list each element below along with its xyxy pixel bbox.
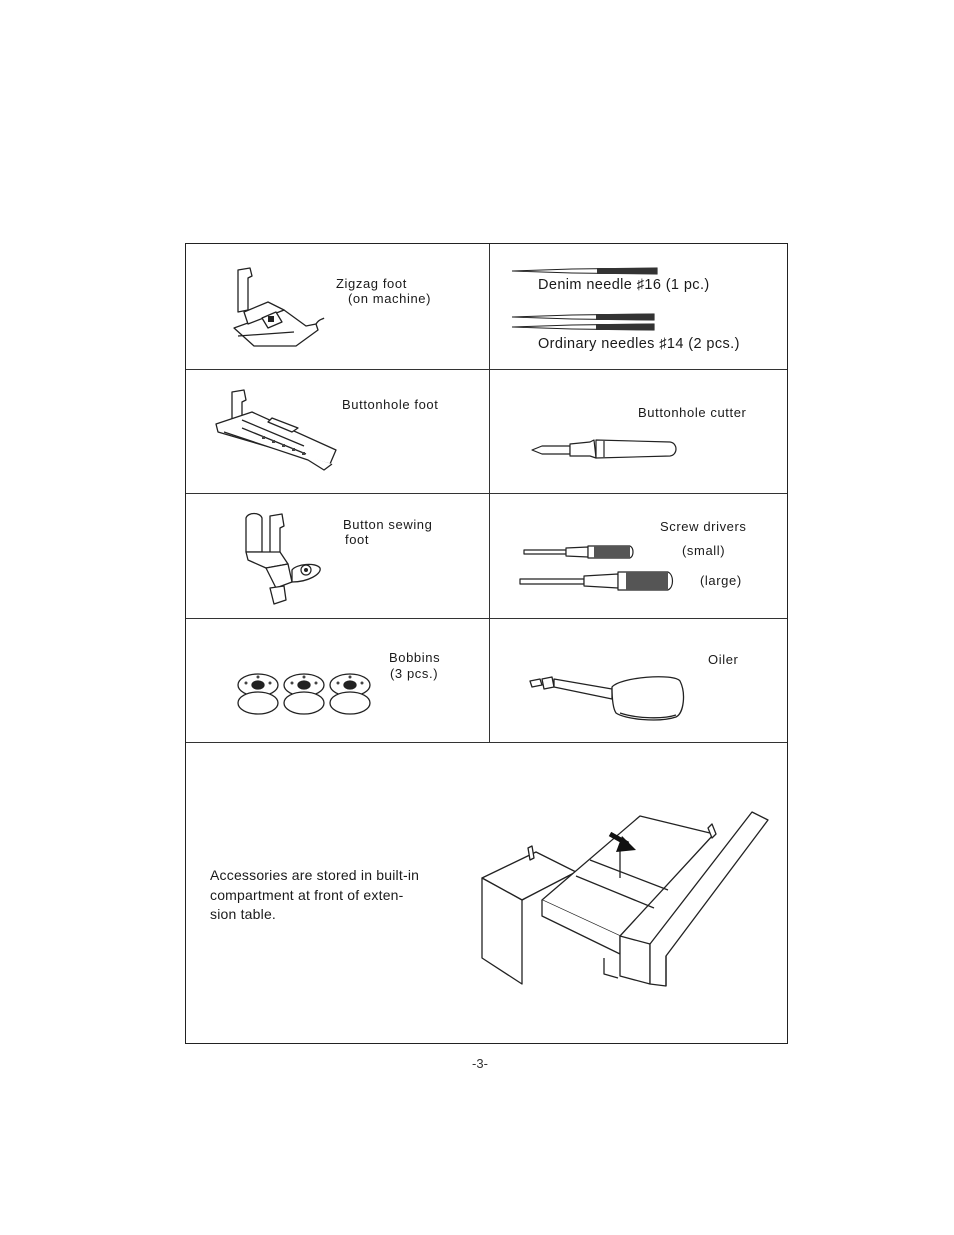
extension-table-compartment-icon: [480, 808, 770, 988]
screwdriver-icon: [518, 568, 674, 594]
needle-icon: [512, 266, 662, 276]
bobbin-icon: [234, 669, 384, 719]
page-number: -3-: [472, 1056, 488, 1071]
buttonhole-foot-cell: [186, 370, 488, 494]
screwdriver-icon: [522, 542, 634, 560]
screw-drivers-label: Screw drivers: [660, 519, 747, 534]
zigzag-foot-icon: [224, 266, 324, 358]
zigzag-foot-label: Zigzag foot: [336, 276, 407, 291]
button-sewing-foot-label-2: foot: [345, 532, 370, 547]
needle-icon: [512, 312, 662, 332]
accessories-table: [185, 243, 788, 1044]
button-sewing-foot-label: Button sewing: [343, 517, 433, 532]
buttonhole-foot-label: Buttonhole foot: [342, 397, 439, 412]
bobbins-cell: [186, 619, 488, 743]
zigzag-foot-cell: [186, 244, 488, 368]
oiler-label: Oiler: [708, 652, 739, 667]
buttonhole-cutter-icon: [530, 436, 680, 462]
storage-description-line: compartment at front of exten-: [210, 886, 404, 903]
button-sewing-foot-icon: [236, 512, 336, 610]
oiler-icon: [528, 669, 688, 725]
zigzag-foot-note: (on machine): [348, 291, 432, 306]
bobbins-count: (3 pcs.): [390, 666, 439, 681]
oiler-cell: [490, 619, 787, 743]
denim-needle-label: Denim needle ♯16 (1 pc.): [538, 277, 710, 293]
buttonhole-foot-icon: [212, 388, 342, 474]
storage-description: [210, 866, 450, 925]
storage-description-line: Accessories are stored in built-in: [210, 867, 420, 883]
storage-section: [186, 742, 787, 1043]
button-sewing-foot-cell: [186, 494, 488, 618]
screw-driver-large-label: (large): [700, 573, 742, 588]
buttonhole-cutter-label: Buttonhole cutter: [638, 405, 747, 420]
screw-driver-small-label: (small): [682, 543, 726, 558]
needles-cell: [490, 244, 787, 368]
bobbins-label: Bobbins: [389, 650, 441, 665]
ordinary-needles-label: Ordinary needles ♯14 (2 pcs.): [538, 336, 740, 352]
buttonhole-cutter-cell: [490, 370, 787, 494]
screw-drivers-cell: [490, 494, 787, 618]
storage-description-line: sion table.: [210, 906, 277, 922]
